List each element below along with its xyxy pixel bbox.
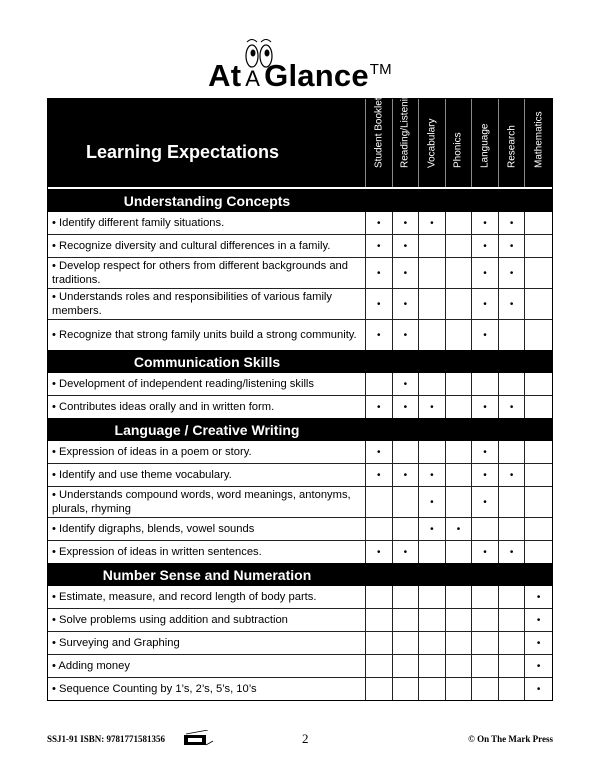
section-title: Language / Creative Writing <box>114 421 300 438</box>
mark-cell <box>499 655 526 677</box>
mark-cell: • <box>499 289 526 319</box>
expectation-text: • Recognize diversity and cultural differences in a family. <box>48 235 366 257</box>
table-row <box>48 319 552 350</box>
expectation-text: • Recognize that strong family units build a strong community. <box>48 320 366 350</box>
column-label: Mathematics <box>533 111 545 168</box>
mark-cell: • <box>472 289 499 319</box>
mark-cell: • <box>393 258 420 288</box>
mark-cell: • <box>366 258 393 288</box>
mark-cell <box>525 541 552 563</box>
mark-cell <box>446 441 473 463</box>
mark-cell <box>446 487 473 517</box>
mark-cell: • <box>366 320 393 350</box>
mark-cell <box>499 320 526 350</box>
trademark-mark: TM <box>369 61 392 78</box>
page-footer <box>47 733 553 747</box>
mark-cell <box>419 441 446 463</box>
mark-cell: • <box>393 541 420 563</box>
mark-cell: • <box>499 541 526 563</box>
mark-cell <box>393 655 420 677</box>
mark-cell <box>446 212 473 234</box>
mark-cell <box>393 632 420 654</box>
mark-cell <box>499 586 526 608</box>
mark-cell <box>419 586 446 608</box>
section-title: Number Sense and Numeration <box>102 566 312 583</box>
section-header <box>48 563 552 586</box>
column-header <box>419 99 446 187</box>
mark-cell <box>499 373 526 395</box>
mark-cell <box>366 373 393 395</box>
expectation-text: • Contributes ideas orally and in written form. <box>48 396 366 418</box>
mark-cell: • <box>419 487 446 517</box>
mark-cell <box>499 632 526 654</box>
mark-cell <box>446 396 473 418</box>
mark-cell: • <box>472 464 499 486</box>
mark-cell <box>419 678 446 700</box>
brand-title-small: A <box>245 66 261 91</box>
mark-cell: • <box>419 396 446 418</box>
mark-cell: • <box>472 396 499 418</box>
mark-cell <box>419 320 446 350</box>
mark-cell: • <box>419 518 446 540</box>
table-row <box>48 631 552 654</box>
mark-cell <box>419 235 446 257</box>
expectation-text: • Identify and use theme vocabulary. <box>48 464 366 486</box>
mark-cell <box>446 320 473 350</box>
mark-cell: • <box>393 320 420 350</box>
mark-cell <box>472 655 499 677</box>
table-row <box>48 441 552 463</box>
expectation-text: • Surveying and Graphing <box>48 632 366 654</box>
mark-cell <box>472 632 499 654</box>
brand-header <box>0 0 600 98</box>
mark-cell <box>446 289 473 319</box>
mark-cell: • <box>536 614 541 626</box>
table-row <box>48 234 552 257</box>
mark-cell: • <box>472 258 499 288</box>
section-title: Understanding Concepts <box>123 192 291 209</box>
mark-cell: • <box>499 235 526 257</box>
brand-title-part1: At <box>208 58 242 93</box>
column-label: Reading/Listening <box>399 87 411 168</box>
mark-cell: • <box>472 235 499 257</box>
mark-cell <box>366 518 393 540</box>
mark-cell <box>419 373 446 395</box>
mark-cell <box>419 541 446 563</box>
mark-cell <box>499 487 526 517</box>
mark-cell: • <box>366 541 393 563</box>
table-header <box>48 87 552 189</box>
column-label: Phonics <box>452 132 464 168</box>
mark-cell: • <box>366 289 393 319</box>
table-row <box>48 608 552 631</box>
mark-cell: • <box>499 396 526 418</box>
mark-cell: • <box>499 464 526 486</box>
mark-cell: • <box>472 541 499 563</box>
mark-cell <box>393 487 420 517</box>
table-body <box>48 189 552 700</box>
table-row <box>48 517 552 540</box>
mark-cell <box>446 258 473 288</box>
mark-cell: • <box>536 637 541 649</box>
table-row <box>48 540 552 563</box>
expectations-table <box>47 87 553 701</box>
mark-cell: • <box>393 289 420 319</box>
column-header <box>366 92 393 187</box>
page-number: 2 <box>302 731 309 746</box>
mark-cell <box>525 258 552 288</box>
section-header <box>48 418 552 441</box>
mark-cell <box>419 289 446 319</box>
column-header <box>472 99 499 187</box>
expectation-text: • Identify different family situations. <box>48 212 366 234</box>
expectation-text: • Sequence Counting by 1’s, 2’s, 5’s, 10’s <box>48 678 366 700</box>
section-title: Communication Skills <box>133 353 281 370</box>
mark-cell: • <box>393 373 420 395</box>
mark-cell <box>525 373 552 395</box>
mark-cell <box>525 464 552 486</box>
mark-cell: • <box>536 591 541 603</box>
mark-cell: • <box>499 212 526 234</box>
table-row <box>48 586 552 608</box>
brand-title-part2: Glance <box>264 58 369 93</box>
table-row <box>48 212 552 234</box>
mark-cell <box>525 320 552 350</box>
mark-cell <box>499 609 526 631</box>
mark-cell: • <box>446 518 473 540</box>
mark-cell: • <box>499 258 526 288</box>
mark-cell <box>525 212 552 234</box>
mark-cell <box>446 235 473 257</box>
section-header <box>48 350 552 373</box>
mark-cell <box>499 678 526 700</box>
column-header <box>393 87 420 187</box>
mark-cell <box>525 441 552 463</box>
expectation-text: • Expression of ideas in a poem or story. <box>48 441 366 463</box>
publisher: © On The Mark Press <box>468 734 553 744</box>
mark-cell <box>366 632 393 654</box>
mark-cell: • <box>419 464 446 486</box>
mark-cell <box>446 678 473 700</box>
mark-cell <box>393 609 420 631</box>
mark-cell: • <box>366 464 393 486</box>
column-label: Research <box>506 125 518 168</box>
mark-cell <box>366 678 393 700</box>
table-row <box>48 288 552 319</box>
mark-cell <box>446 541 473 563</box>
column-label: Student Booklets <box>373 92 385 168</box>
mark-cell <box>446 464 473 486</box>
mark-cell <box>499 441 526 463</box>
expectation-text: • Estimate, measure, and record length of body parts. <box>48 586 366 608</box>
isbn-code: SSJ1-91 ISBN: 9781771581356 <box>47 734 166 744</box>
mark-cell <box>366 609 393 631</box>
mark-cell: • <box>472 487 499 517</box>
mark-cell <box>366 655 393 677</box>
header-title: Learning Expectations <box>48 99 366 187</box>
mark-cell: • <box>536 683 541 695</box>
mark-cell <box>393 678 420 700</box>
mark-cell: • <box>366 212 393 234</box>
table-row <box>48 373 552 395</box>
brand-title <box>0 58 600 94</box>
mark-cell: • <box>366 235 393 257</box>
mark-cell <box>525 487 552 517</box>
mark-cell <box>366 487 393 517</box>
table-row <box>48 677 552 700</box>
column-label: Vocabulary <box>426 118 438 168</box>
mark-cell <box>393 518 420 540</box>
mark-cell <box>525 289 552 319</box>
expectation-text: • Development of independent reading/listening skills <box>48 373 366 395</box>
mark-cell <box>419 609 446 631</box>
mark-cell: • <box>472 320 499 350</box>
mark-cell <box>472 518 499 540</box>
mark-cell <box>446 632 473 654</box>
mark-cell: • <box>366 396 393 418</box>
table-row <box>48 257 552 288</box>
table-row <box>48 654 552 677</box>
table-row <box>48 395 552 418</box>
section-header <box>48 189 552 212</box>
mark-cell: • <box>393 212 420 234</box>
expectation-text: • Identify digraphs, blends, vowel sounds <box>48 518 366 540</box>
column-label: Language <box>479 123 491 168</box>
mark-cell: • <box>366 441 393 463</box>
expectation-text: • Solve problems using addition and subtraction <box>48 609 366 631</box>
expectation-text: • Understands roles and responsibilities of various family members. <box>48 289 366 319</box>
column-header <box>525 99 552 187</box>
mark-cell: • <box>536 660 541 672</box>
mark-cell: • <box>472 212 499 234</box>
table-row <box>48 486 552 517</box>
expectation-text: • Expression of ideas in written sentences. <box>48 541 366 563</box>
mark-cell <box>499 518 526 540</box>
mark-cell <box>419 655 446 677</box>
expectation-text: • Develop respect for others from different backgrounds and traditions. <box>48 258 366 288</box>
mark-cell <box>472 609 499 631</box>
mark-cell <box>366 586 393 608</box>
expectation-text: • Adding money <box>48 655 366 677</box>
mark-cell <box>446 609 473 631</box>
mark-cell <box>472 373 499 395</box>
mark-cell <box>446 586 473 608</box>
mark-cell: • <box>472 441 499 463</box>
mark-cell <box>419 632 446 654</box>
column-header <box>446 99 473 187</box>
mark-cell <box>472 678 499 700</box>
mark-cell <box>472 586 499 608</box>
mark-cell: • <box>419 212 446 234</box>
mark-cell <box>525 396 552 418</box>
kit-icon <box>182 730 218 746</box>
mark-cell <box>446 373 473 395</box>
mark-cell <box>419 258 446 288</box>
mark-cell: • <box>393 396 420 418</box>
mark-cell: • <box>393 235 420 257</box>
mark-cell <box>446 655 473 677</box>
mark-cell <box>525 235 552 257</box>
mark-cell <box>393 586 420 608</box>
table-row <box>48 463 552 486</box>
mark-cell: • <box>393 464 420 486</box>
expectation-text: • Understands compound words, word meanings, antonyms, plurals, rhyming <box>48 487 366 517</box>
mark-cell <box>393 441 420 463</box>
column-header <box>499 99 526 187</box>
mark-cell <box>525 518 552 540</box>
